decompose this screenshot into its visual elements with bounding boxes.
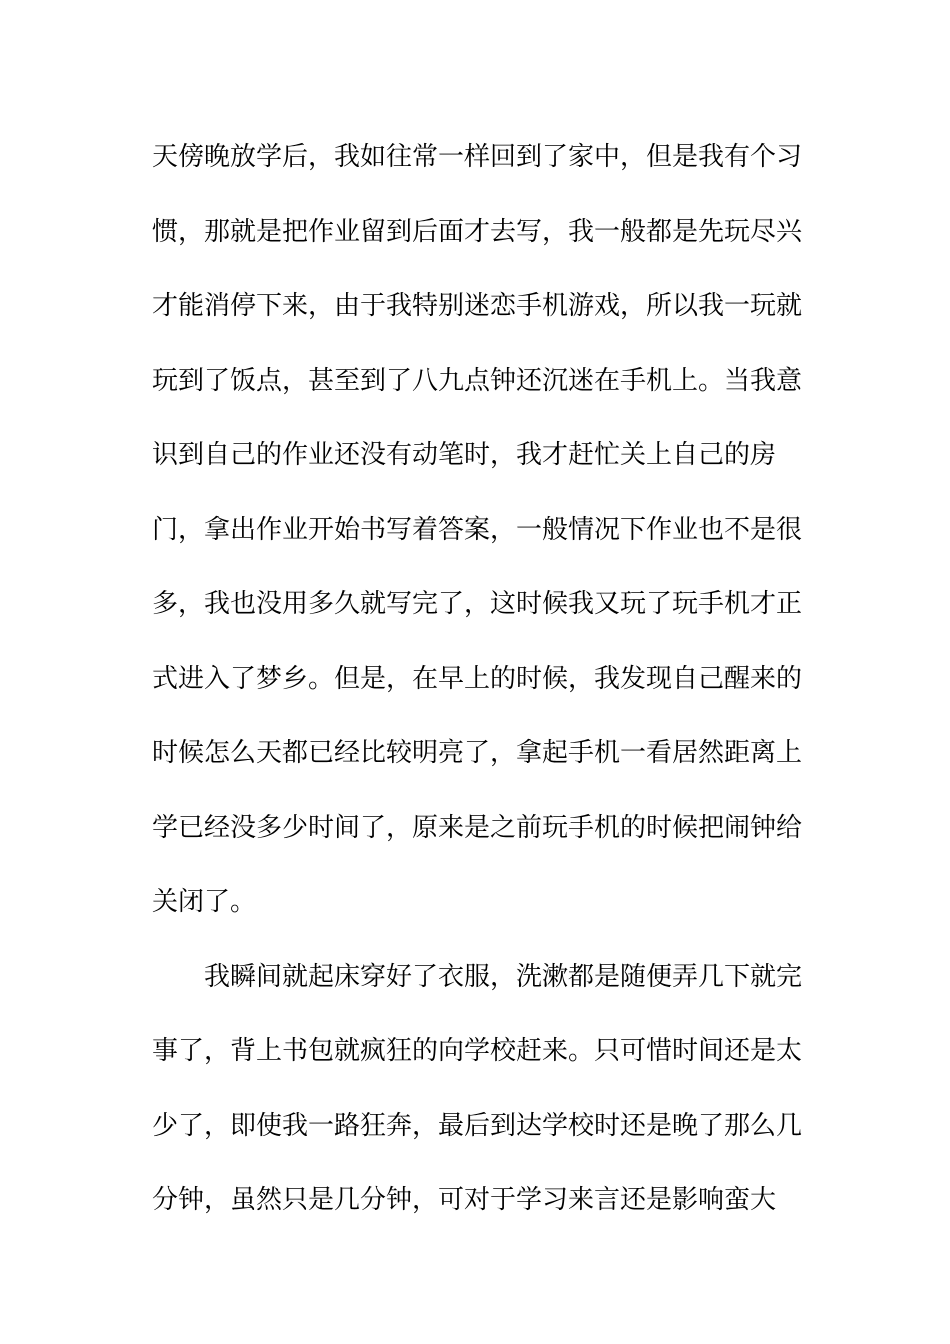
paragraph-2-line-1: 我瞬间就起床穿好了衣服，洗漱都是随便弄几下就完 (204, 962, 803, 992)
paragraph-1-line-7: 多，我也没用多久就写完了，这时候我又玩了玩手机才正 (152, 589, 803, 619)
paragraph-1-line-4: 玩到了饭点，甚至到了八九点钟还沉迷在手机上。当我意 (152, 366, 803, 396)
paragraph-1-line-10: 学已经没多少时间了，原来是之前玩手机的时候把闹钟给 (152, 813, 803, 843)
paragraph-1-line-6: 门，拿出作业开始书写着答案，一般情况下作业也不是很 (152, 515, 803, 545)
paragraph-1-line-11: 关闭了。 (152, 887, 257, 917)
paragraph-1-line-5: 识到自己的作业还没有动笔时，我才赶忙关上自己的房 (152, 440, 777, 470)
paragraph-2-line-4: 分钟，虽然只是几分钟，可对于学习来言还是影响蛮大 (152, 1185, 777, 1215)
paragraph-2-line-2: 事了，背上书包就疯狂的向学校赶来。只可惜时间还是太 (152, 1036, 803, 1066)
paragraph-1-line-1: 天傍晚放学后，我如往常一样回到了家中，但是我有个习 (152, 142, 803, 172)
paragraph-1-line-3: 才能消停下来，由于我特别迷恋手机游戏，所以我一玩就 (152, 291, 803, 321)
paragraph-2-line-3: 少了，即使我一路狂奔，最后到达学校时还是晚了那么几 (152, 1111, 803, 1141)
paragraph-1-line-8: 式进入了梦乡。但是，在早上的时候，我发现自己醒来的 (152, 664, 803, 694)
paragraph-1-line-2: 惯，那就是把作业留到后面才去写，我一般都是先玩尽兴 (152, 217, 803, 247)
paragraph-1-line-9: 时候怎么天都已经比较明亮了，拿起手机一看居然距离上 (152, 738, 803, 768)
